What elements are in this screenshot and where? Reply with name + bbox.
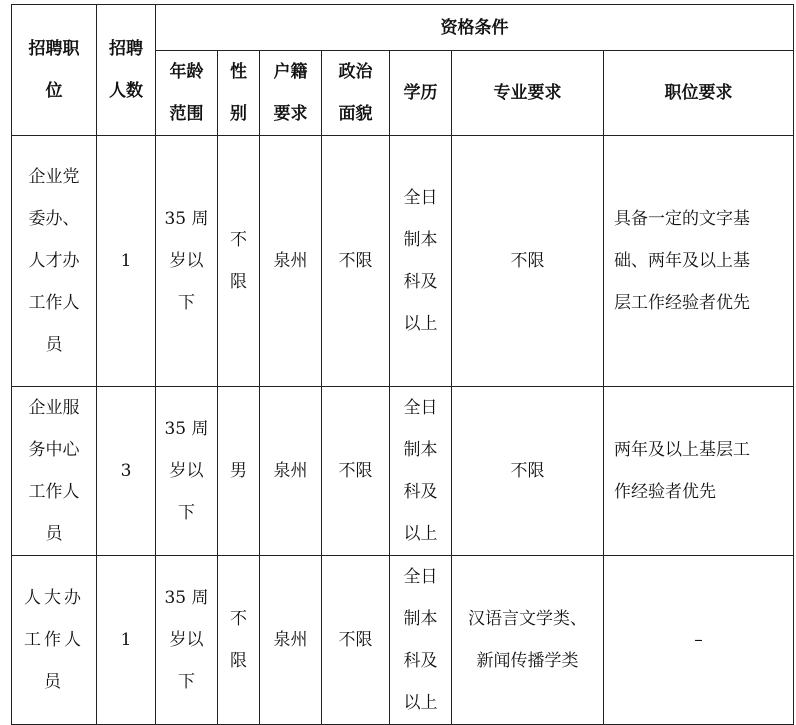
cell-age: 35 周 岁以 下: [156, 387, 218, 556]
col-header-major: 专业要求: [452, 51, 604, 136]
cell-hukou: 泉州: [260, 556, 322, 725]
col-header-gender: 性 别: [218, 51, 260, 136]
cell-major: 不限: [452, 136, 604, 387]
cell-age: 35 周 岁以 下: [156, 556, 218, 725]
cell-count: 3: [97, 387, 156, 556]
col-header-job-req: 职位要求: [604, 51, 794, 136]
col-header-position: 招聘职 位: [12, 5, 97, 136]
table-row: [12, 387, 794, 556]
cell-age: 35 周 岁以 下: [156, 136, 218, 387]
table-row: [12, 136, 794, 387]
col-header-qualification: 资格条件: [156, 5, 794, 51]
cell-gender: 不 限: [218, 556, 260, 725]
cell-politics: 不限: [322, 136, 390, 387]
cell-education: 全日 制本 科及 以上: [390, 556, 452, 725]
cell-job-req: –: [604, 556, 794, 725]
cell-position: 人大办 工作人 员: [12, 556, 97, 725]
col-header-count: 招聘 人数: [97, 5, 156, 136]
col-header-education: 学历: [390, 51, 452, 136]
cell-count: 1: [97, 556, 156, 725]
cell-education: 全日 制本 科及 以上: [390, 387, 452, 556]
cell-position: 企业服 务中心 工作人 员: [12, 387, 97, 556]
col-header-politics: 政治 面貌: [322, 51, 390, 136]
cell-politics: 不限: [322, 556, 390, 725]
cell-education: 全日 制本 科及 以上: [390, 136, 452, 387]
cell-major: 汉语言文学类、 新闻传播学类: [452, 556, 604, 725]
cell-politics: 不限: [322, 387, 390, 556]
recruitment-table: [11, 4, 794, 725]
header-row-1: [12, 5, 794, 51]
cell-hukou: 泉州: [260, 387, 322, 556]
cell-job-req: 具备一定的文字基 础、两年及以上基 层工作经验者优先: [604, 136, 794, 387]
cell-major: 不限: [452, 387, 604, 556]
cell-hukou: 泉州: [260, 136, 322, 387]
col-header-age: 年龄 范围: [156, 51, 218, 136]
cell-gender: 男: [218, 387, 260, 556]
cell-job-req: 两年及以上基层工 作经验者优先: [604, 387, 794, 556]
cell-position: 企业党 委办、 人才办 工作人 员: [12, 136, 97, 387]
table-row: [12, 556, 794, 725]
col-header-hukou: 户籍 要求: [260, 51, 322, 136]
cell-gender: 不 限: [218, 136, 260, 387]
cell-count: 1: [97, 136, 156, 387]
